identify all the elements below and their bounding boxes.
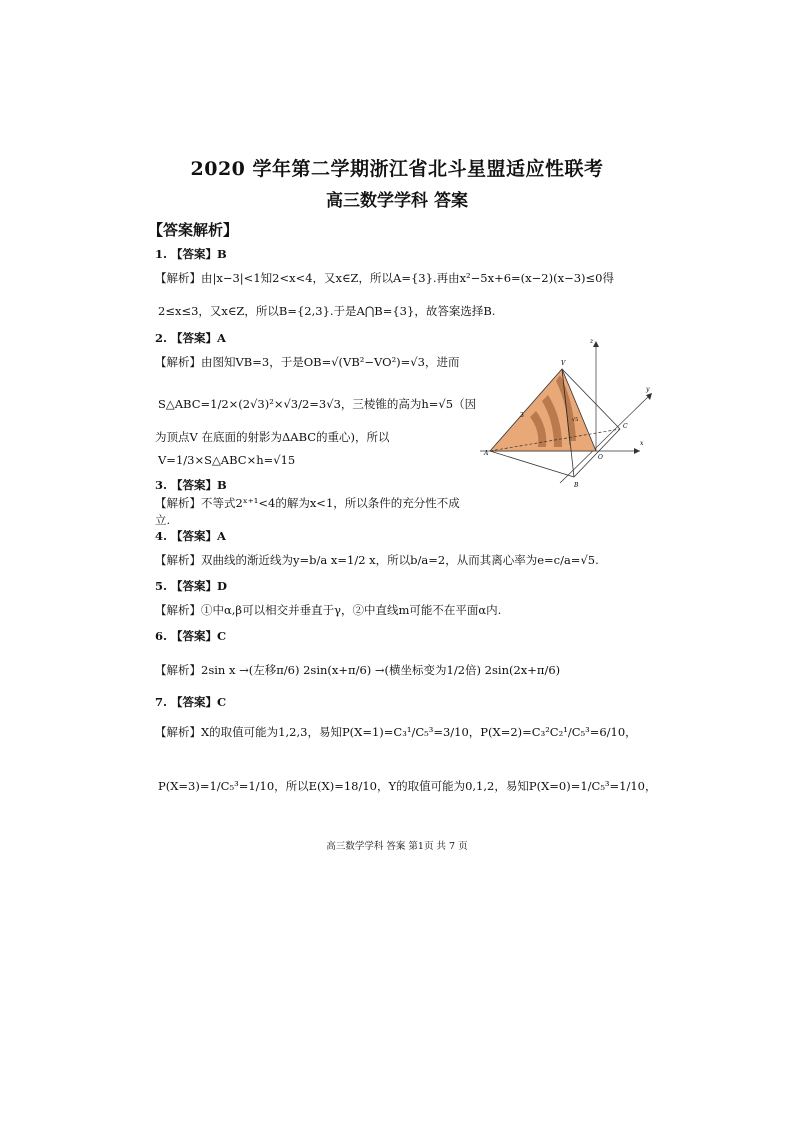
q2-line-3: 为顶点V 在底面的射影为ΔABC的重心)，所以 (155, 430, 390, 444)
q2-line-2: S△ABC=1/2×(2√3)²×√3/2=3√3，三棱锥的高为h=√5（因 (158, 397, 477, 411)
q1-answer: 1. 【答案】B (155, 247, 227, 261)
page-title: 2020 学年第二学期浙江省北斗星盟适应性联考 (190, 158, 604, 180)
q1-line-1: 【解析】由|x−3|<1知2<x<4，又x∈Z，所以A={3}.再由x²−5x+6=(x−2)(x−3)≤0得 (155, 271, 614, 285)
q2-line-4: V=1/3×S△ABC×h=√15 (158, 453, 296, 467)
q6-line-1: 【解析】2sin x →(左移π/6) 2sin(x+π/6) →(横坐标变为1/2倍) 2sin(2x+π/6) (155, 663, 561, 677)
label-c: C (623, 423, 628, 430)
q2-line-1: 【解析】由图知VB=3，于是OB=√(VB²−VO²)=√3，进而 (155, 355, 460, 369)
tetrahedron-figure (470, 335, 670, 500)
label-a: A (484, 450, 489, 457)
q7-line-1: 【解析】X的取值可能为1,2,3，易知P(X=1)=C₃¹/C₅³=3/10，P(X=2)=C₃²C₂¹/C₅³=6/10， (155, 725, 637, 739)
label-x: x (640, 440, 644, 447)
q5-line-1: 【解析】①中α,β可以相交并垂直于γ，②中直线m可能不在平面α内. (155, 603, 502, 617)
q3-line-2: 立. (155, 513, 171, 527)
q7-answer: 7. 【答案】C (155, 695, 227, 709)
page-footer: 高三数学学科 答案 第1页 共 7 页 (326, 841, 468, 852)
x-axis-arrow (634, 448, 640, 454)
q4-line-1: 【解析】双曲线的渐近线为y=b/a x=1/2 x，所以b/a=2，从而其离心率为e=c/a=√5. (155, 553, 599, 567)
q3-answer: 3. 【答案】B (155, 478, 227, 492)
label-y: y (646, 386, 650, 393)
label-b: B (574, 482, 579, 489)
q6-answer: 6. 【答案】C (155, 629, 227, 643)
label-three: 3 (520, 412, 524, 419)
label-root5: √5 (572, 417, 579, 423)
q1-line-2: 2≤x≤3，又x∈Z，所以B={2,3}.于是A⋂B={3}，故答案选择B. (158, 304, 496, 318)
q3-line-1: 【解析】不等式2ˣ⁺¹<4的解为x<1，所以条件的充分性不成 (155, 496, 460, 510)
edge-ab (490, 451, 574, 477)
label-v: V (561, 360, 566, 367)
section-heading: 【答案解析】 (148, 221, 239, 239)
label-o: O (598, 454, 603, 461)
label-z: z (590, 338, 594, 345)
q5-answer: 5. 【答案】D (155, 579, 227, 593)
q2-answer: 2. 【答案】A (155, 331, 226, 345)
q4-answer: 4. 【答案】A (155, 529, 226, 543)
q7-line-2: P(X=3)=1/C₅³=1/10，所以E(X)=18/10，Y的取值可能为0,1,2，易知P(X=0)=1/C₅³=1/10， (158, 779, 657, 793)
y-axis-arrow (646, 393, 652, 400)
z-axis-arrow (593, 341, 599, 347)
page-subtitle: 高三数学学科 答案 (326, 191, 468, 211)
